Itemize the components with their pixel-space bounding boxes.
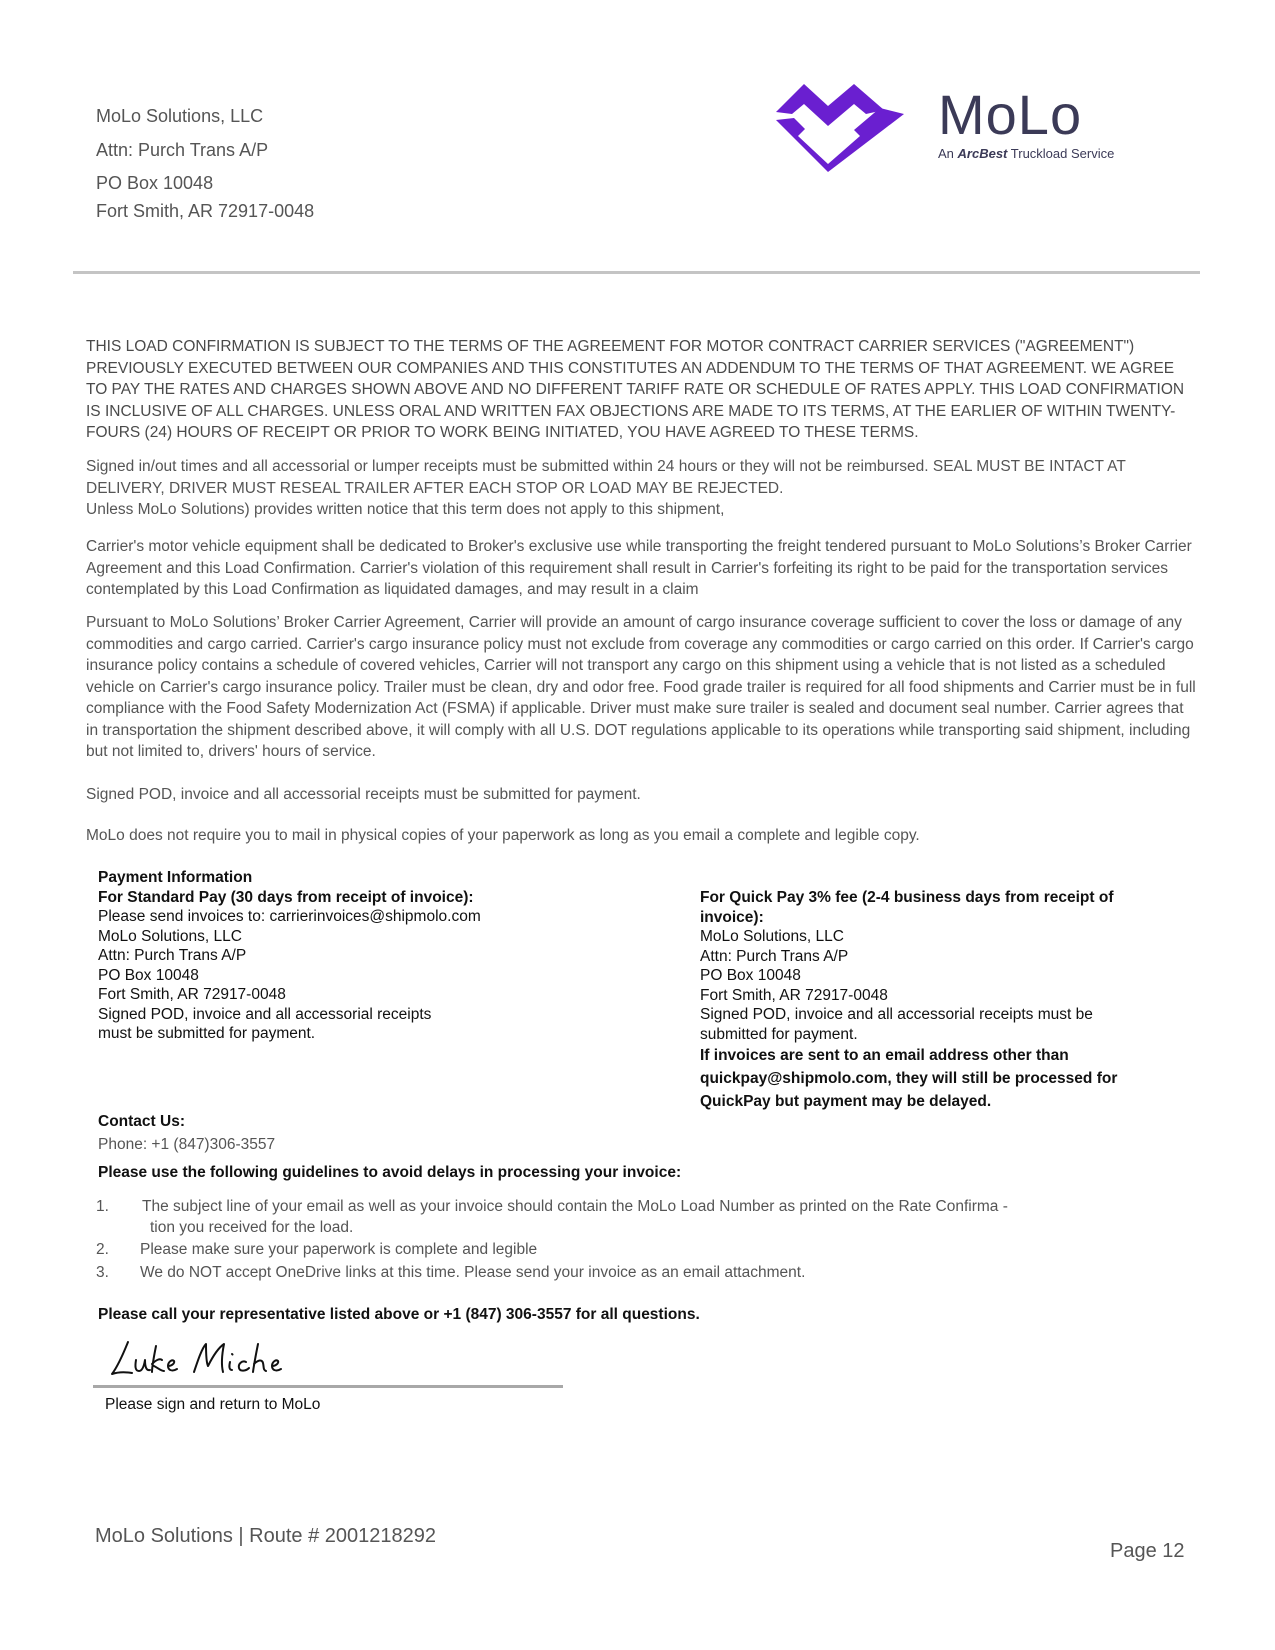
list-item-number: 2.: [96, 1241, 109, 1258]
terms-paragraph-agreement: THIS LOAD CONFIRMATION IS SUBJECT TO THE TERMS OF THE AGREEMENT FOR MOTOR CONTRACT CARRIER SERVICES ("AGREEMENT") PREVIOUSLY EXECUTED BETWEEN OUR COMPANIES AND THIS CONSTITUTES AN ADDENDUM TO THE TERMS OF THAT AGREEMENT. WE AGREE TO PAY THE RATES AND CHARGES SHOWN ABOVE AND NO DIFFERENT TARIFF RATE OR SCHEDULE OF RATES APPLY. THIS LOAD CONFIRMATION IS INCLUSIVE OF ALL CHARGES. UNLESS ORAL AND WRITTEN FAX OBJECTIONS ARE MADE TO ITS TERMS, AT THE EARLIER OF WITHIN TWENTY-FOURS (24) HOURS OF RECEIPT OR PRIOR TO WORK BEING INITIATED, YOU HAVE AGREED TO THESE TERMS.: [86, 338, 1185, 441]
signature-image: [108, 1336, 298, 1380]
quick-pay-heading-2: invoice):: [700, 908, 764, 926]
footer-route: MoLo Solutions | Route # 2001218292: [95, 1525, 437, 1547]
logo-tagline-suffix: Truckload Service: [1010, 146, 1115, 161]
standard-pay-line: must be submitted for payment.: [98, 1025, 316, 1042]
quick-pay-note-line: QuickPay but payment may be delayed.: [700, 1093, 992, 1110]
terms-paragraph-notice: Unless MoLo Solutions) provides written notice that this term does not apply to this shipment,: [86, 501, 725, 518]
address-line-attn: Attn: Purch Trans A/P: [96, 140, 269, 160]
quick-pay-line: Fort Smith, AR 72917-0048: [700, 986, 888, 1004]
list-item-text: Please make sure your paperwork is complete and legible: [140, 1241, 538, 1258]
quick-pay-note-line: quickpay@shipmolo.com, they will still be processed for: [700, 1070, 1118, 1087]
standard-pay-line: Signed POD, invoice and all accessorial receipts: [98, 1005, 432, 1023]
terms-paragraph-equipment: Carrier's motor vehicle equipment shall be dedicated to Broker's exclusive use while transporting the freight tendered pursuant to MoLo Solutions’s Broker Carrier Agreement and this Load Confirmation. Carrier's violation of this requirement shall result in Carrier's forfeiting its right to be paid for the transportation services contemplated by this Load Confirmation as liquidated damages, and may result in a claim: [86, 538, 1192, 598]
standard-pay-line: PO Box 10048: [98, 966, 199, 984]
guidelines-heading: Please use the following guidelines to avoid delays in processing your invoice:: [98, 1164, 682, 1181]
list-item-number: 3.: [96, 1264, 109, 1281]
payment-heading: Payment Information: [98, 869, 253, 886]
address-line-city: Fort Smith, AR 72917-0048: [96, 201, 315, 221]
standard-pay-heading: For Standard Pay (30 days from receipt of invoice):: [98, 888, 474, 906]
terms-paragraph-pod: Signed POD, invoice and all accessorial receipts must be submitted for payment.: [86, 786, 641, 803]
signature-caption: Please sign and return to MoLo: [105, 1396, 321, 1413]
list-item-number: 1.: [96, 1198, 109, 1215]
logo-wordmark: MoLo: [938, 83, 1083, 146]
list-item-text: The subject line of your email as well as your invoice should contain the MoLo Load Number as printed on the Rate Confirma -: [142, 1198, 1008, 1215]
address-line-company: MoLo Solutions, LLC: [96, 106, 264, 126]
address-line-pobox: PO Box 10048: [96, 173, 214, 193]
terms-paragraph-insurance: Pursuant to MoLo Solutions’ Broker Carrier Agreement, Carrier will provide an amount of cargo insurance coverage sufficient to cover the loss or damage of any commodities and cargo carried. Carrier's cargo insurance policy must not exclude from coverage any commodities or cargo carried on this order. If Carrier's cargo insurance policy contains a schedule of covered vehicles, Carrier will not transport any cargo on this shipment using a vehicle that is not listed as a scheduled vehicle on Carrier's cargo insurance policy. Trailer must be clean, dry and odor free. Food grade trailer is required for all food shipments and Carrier must be in full compliance with the Food Safety Modernization Act (FSMA) if applicable. Driver must make sure trailer is sealed and document seal number. Carrier agrees that in transportation the shipment described above, it will comply with all U.S. DOT regulations applicable to its operations while transporting said shipment, including but not limited to, drivers' hours of service.: [86, 614, 1196, 760]
quick-pay-line: PO Box 10048: [700, 967, 801, 984]
standard-pay-line: Fort Smith, AR 72917-0048: [98, 986, 286, 1003]
logo-tagline-brand: ArcBest: [957, 146, 1008, 161]
quick-pay-heading-1: For Quick Pay 3% fee (2-4 business days from receipt of: [700, 889, 1114, 906]
payment-standard-block: [98, 868, 548, 1044]
quick-pay-line: Attn: Purch Trans A/P: [700, 947, 849, 965]
standard-pay-line: Please send invoices to: carrierinvoices@shipmolo.com: [98, 908, 481, 925]
molo-logo-icon: [776, 84, 906, 174]
standard-pay-line: Attn: Purch Trans A/P: [98, 947, 247, 964]
header-divider: [73, 271, 1200, 274]
contact-heading: Contact Us:: [98, 1113, 185, 1130]
contact-phone: Phone: +1 (847)306-3557: [98, 1136, 276, 1153]
quick-pay-line: MoLo Solutions, LLC: [700, 928, 844, 945]
logo-tagline-prefix: An: [938, 146, 954, 161]
footer-page-number: Page 12: [1110, 1540, 1185, 1562]
payment-quick-block: [700, 888, 1130, 1113]
list-item-text: tion you received for the load.: [150, 1219, 354, 1236]
quick-pay-note-line: If invoices are sent to an email address other than: [700, 1047, 1069, 1064]
quick-pay-line: submitted for payment.: [700, 1025, 858, 1043]
quick-pay-line: Signed POD, invoice and all accessorial receipts must be: [700, 1006, 1093, 1023]
call-representative-line: Please call your representative listed above or +1 (847) 306-3557 for all questions.: [98, 1306, 700, 1323]
terms-paragraph-mail: MoLo does not require you to mail in physical copies of your paperwork as long as you email a complete and legible copy.: [86, 827, 920, 844]
list-item-text: We do NOT accept OneDrive links at this time. Please send your invoice as an email attachment.: [140, 1264, 806, 1281]
terms-paragraph-receipts: Signed in/out times and all accessorial or lumper receipts must be submitted within 24 hours or they will not be reimbursed. SEAL MUST BE INTACT AT DELIVERY, DRIVER MUST RESEAL TRAILER AFTER EACH STOP OR LOAD MAY BE REJECTED.: [86, 458, 1126, 497]
logo-tagline: [938, 146, 1114, 161]
standard-pay-line: MoLo Solutions, LLC: [98, 927, 242, 945]
signature-line: [93, 1385, 563, 1388]
